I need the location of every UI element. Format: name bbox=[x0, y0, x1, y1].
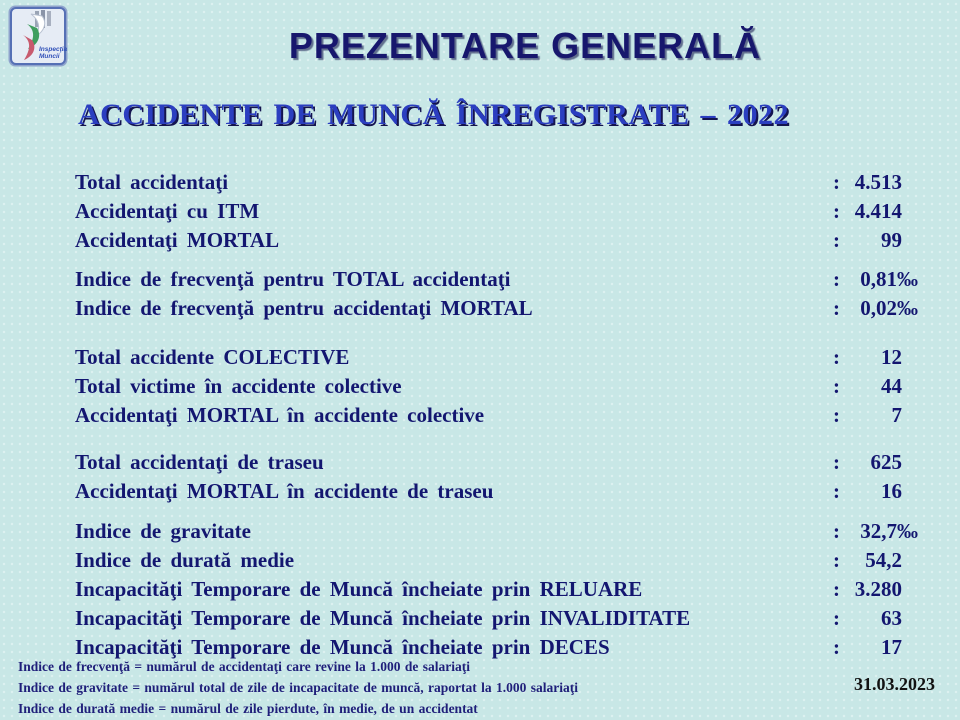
page-title: PREZENTARE GENERALĂ bbox=[288, 25, 762, 66]
stat-number: 3.280 bbox=[854, 577, 902, 601]
stat-label: Incapacităţi Temporare de Muncă încheiate prin RELUARE bbox=[75, 577, 643, 601]
stat-number: 99 bbox=[881, 228, 902, 252]
stat-colon: : bbox=[833, 296, 840, 320]
stat-colon: : bbox=[833, 548, 840, 572]
stat-label: Accidentaţi MORTAL în accidente colective bbox=[75, 403, 485, 427]
stat-value bbox=[833, 170, 918, 195]
footnote-line: Indice de durată medie = numărul de zile pierdute, în medie, de un accidentat bbox=[18, 701, 478, 716]
stat-number: 625 bbox=[870, 450, 902, 474]
stat-colon: : bbox=[833, 519, 840, 543]
stat-row bbox=[0, 478, 960, 507]
stat-label: Incapacităţi Temporare de Muncă încheiate prin INVALIDITATE bbox=[75, 606, 691, 630]
stat-value bbox=[833, 228, 918, 253]
inspectia-muncii-logo bbox=[8, 5, 68, 67]
stat-number: 54,2 bbox=[865, 548, 902, 572]
stat-number: 4.414 bbox=[854, 199, 902, 223]
stat-value bbox=[833, 519, 918, 544]
stat-colon: : bbox=[833, 170, 840, 194]
stat-value bbox=[833, 548, 918, 573]
stat-row bbox=[0, 266, 960, 295]
stat-value bbox=[833, 403, 918, 428]
stat-row bbox=[0, 518, 960, 547]
stat-row bbox=[0, 198, 960, 227]
footnote-line: Indice de frecvenţă = numărul de accidentaţi care revine la 1.000 de salariaţi bbox=[18, 659, 471, 674]
stat-colon: : bbox=[833, 403, 840, 427]
stat-number: 12 bbox=[881, 345, 902, 369]
stats-group bbox=[0, 266, 960, 324]
stat-label: Accidentaţi MORTAL bbox=[75, 228, 280, 252]
stat-row bbox=[0, 605, 960, 634]
stat-colon: : bbox=[833, 267, 840, 291]
footnotes bbox=[18, 656, 578, 719]
stat-label: Indice de durată medie bbox=[75, 548, 295, 572]
stat-number: 17 bbox=[881, 635, 902, 659]
stat-colon: : bbox=[833, 228, 840, 252]
stat-number: 63 bbox=[881, 606, 902, 630]
stat-value bbox=[833, 345, 918, 370]
stat-label: Incapacităţi Temporare de Muncă încheiate prin DECES bbox=[75, 635, 610, 659]
stats-group bbox=[0, 518, 960, 663]
stat-value bbox=[833, 577, 918, 602]
stat-colon: : bbox=[833, 479, 840, 503]
slide-subtitle: ACCIDENTE DE MUNCĂ ÎNREGISTRATE – 2022 bbox=[78, 98, 790, 131]
stat-label: Total accidentaţi bbox=[75, 170, 229, 194]
stat-label: Indice de gravitate bbox=[75, 519, 251, 543]
logo-text-line1: Inspecţia bbox=[39, 46, 68, 53]
stat-label: Total accidente COLECTIVE bbox=[75, 345, 350, 369]
stat-row bbox=[0, 344, 960, 373]
stat-number: 32,7‰ bbox=[860, 519, 918, 543]
stat-colon: : bbox=[833, 374, 840, 398]
stat-value bbox=[833, 635, 918, 660]
stat-colon: : bbox=[833, 635, 840, 659]
stat-row bbox=[0, 402, 960, 431]
stat-number: 0,81‰ bbox=[860, 267, 918, 291]
stat-row bbox=[0, 449, 960, 478]
stat-colon: : bbox=[833, 345, 840, 369]
stat-row bbox=[0, 227, 960, 256]
stat-row bbox=[0, 373, 960, 402]
stat-colon: : bbox=[833, 577, 840, 601]
footnote-line: Indice de gravitate = numărul total de zile de incapacitate de muncă, raportat la 1.000 salariaţi bbox=[18, 680, 579, 695]
stat-label: Indice de frecvenţă pentru TOTAL accidentaţi bbox=[75, 267, 511, 291]
stat-label: Indice de frecvenţă pentru accidentaţi MORTAL bbox=[75, 296, 533, 320]
stat-value bbox=[833, 267, 918, 292]
stat-number: 16 bbox=[881, 479, 902, 503]
stat-label: Accidentaţi MORTAL în accidente de traseu bbox=[75, 479, 494, 503]
stats-group bbox=[0, 344, 960, 431]
stat-value bbox=[833, 606, 918, 631]
stat-value bbox=[833, 199, 918, 224]
stat-colon: : bbox=[833, 199, 840, 223]
stat-value bbox=[833, 450, 918, 475]
stat-label: Total victime în accidente colective bbox=[75, 374, 402, 398]
stat-label: Accidentaţi cu ITM bbox=[75, 199, 260, 223]
logo-text-line2: Muncii bbox=[39, 53, 60, 60]
stat-row bbox=[0, 295, 960, 324]
stat-row bbox=[0, 547, 960, 576]
stat-label: Total accidentaţi de traseu bbox=[75, 450, 324, 474]
stat-colon: : bbox=[833, 606, 840, 630]
stat-number: 4.513 bbox=[854, 170, 902, 194]
logo-bar bbox=[47, 11, 51, 26]
stat-row bbox=[0, 576, 960, 605]
stat-number: 0,02‰ bbox=[860, 296, 918, 320]
stat-value bbox=[833, 374, 918, 399]
stat-colon: : bbox=[833, 450, 840, 474]
stat-number: 7 bbox=[891, 403, 902, 427]
stats-group bbox=[0, 449, 960, 507]
stat-value bbox=[833, 296, 918, 321]
stat-number: 44 bbox=[881, 374, 902, 398]
stat-row bbox=[0, 169, 960, 198]
report-date: 31.03.2023 bbox=[854, 674, 935, 694]
stats-group bbox=[0, 169, 960, 256]
stat-value bbox=[833, 479, 918, 504]
